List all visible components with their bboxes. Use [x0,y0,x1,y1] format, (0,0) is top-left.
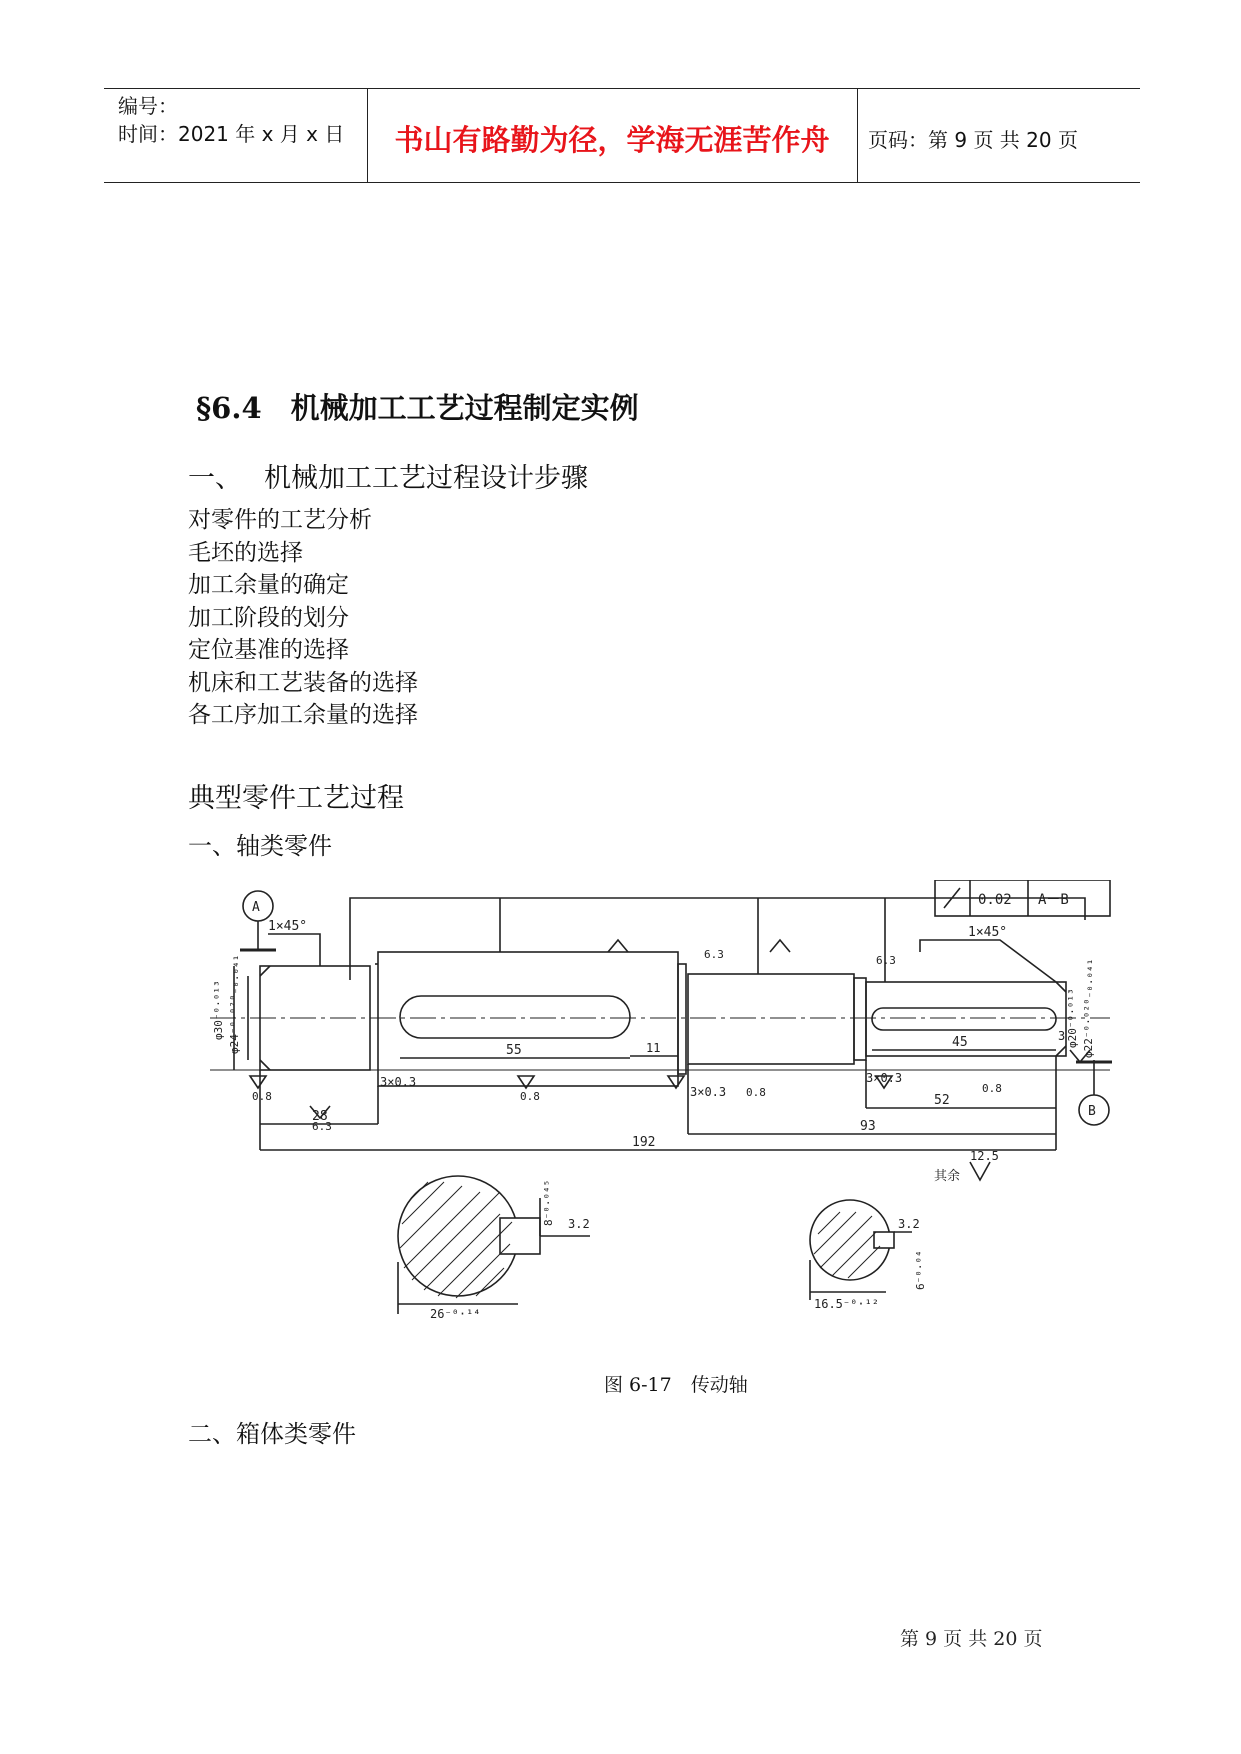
groove-label-1: 3×0.3 [380,1075,417,1089]
header-time-label: 时间：2021 年 x 月 x 日 [118,122,345,146]
key-depth-left: 26⁻⁰·¹⁴ [430,1307,481,1321]
dim-93-label: 93 [860,1119,876,1134]
list-item: 毛坯的选择 [188,539,303,566]
design-steps-heading [188,456,588,495]
shaft-parts-heading: 一、轴类零件 [188,832,332,860]
groove-label-3: 3×0.3 [866,1071,903,1085]
dim-28-label: 28 [312,1109,328,1124]
roughness-08-c: 0.8 [746,1086,766,1099]
box-parts-heading: 二、箱体类零件 [188,1420,356,1448]
dim-11-label: 11 [646,1041,661,1055]
figure-caption: 图 6-17 传动轴 [604,1374,748,1396]
header-top-rule [104,88,1140,89]
dia-right-outer: φ20⁻⁰·⁰¹³ [1066,988,1079,1048]
header-number-label: 编号： [118,94,178,118]
list-item: 机床和工艺装备的选择 [188,669,418,696]
datum-b-label: B [1088,1104,1096,1119]
chamfer-right-label: 1×45° [968,925,1008,940]
dim-52-label: 52 [934,1093,950,1108]
roughness-63-c: 6.3 [312,1120,332,1133]
key-width-left: 8⁻⁰·⁰⁴⁵ [542,1179,555,1226]
tolerance-value: 0.02 [978,892,1012,908]
datum-a-label: A [252,900,260,915]
dim-55-label: 55 [506,1043,522,1058]
dim-45-label: 45 [952,1035,968,1050]
roughness-63-b: 6.3 [876,954,896,967]
header-meta [118,92,344,148]
roughness-63-a: 6.3 [704,948,724,961]
groove-label-2: 3×0.3 [690,1085,727,1099]
design-steps-list [188,504,418,732]
typical-parts-heading: 典型零件工艺过程 [188,783,404,814]
roughness-08-a: 0.8 [252,1090,272,1103]
list-item: 加工阶段的划分 [188,604,349,631]
header-divider-right [857,88,858,182]
design-steps-title: 机械加工工艺过程设计步骤 [264,463,588,494]
roughness-08-d: 0.8 [982,1082,1002,1095]
other-roughness-label: 其余 [934,1169,961,1184]
section-title: §6.4 机械加工工艺过程制定实例 [196,391,639,425]
dia-right-inner: φ22⁻⁰·⁰²⁰₋₀.₀₄₁ [1082,958,1095,1058]
roughness-08-b: 0.8 [520,1090,540,1103]
tolerance-datum: A－B [1038,892,1069,908]
dia-left-outer: φ30⁻⁰·⁰¹³ [212,980,225,1040]
page-footer: 第 9 页 共 20 页 [900,1628,1043,1650]
list-item: 对零件的工艺分析 [188,507,372,533]
list-item: 各工序加工余量的选择 [188,702,418,728]
header-page-label: 页码：第 9 页 共 20 页 [868,128,1078,152]
roughness-32-a: 3.2 [568,1217,590,1231]
dia-left-inner: φ24⁻⁰·⁰²⁰₋₀.₀₄₁ [228,954,241,1054]
list-item: 加工余量的确定 [188,572,349,598]
key-width-right: 6⁻⁰·⁰⁴ [914,1250,927,1290]
design-steps-number: 一、 [188,463,242,494]
roughness-32-b: 3.2 [898,1217,920,1231]
header-motto: 书山有路勤为径，学海无涯苦作舟 [394,123,830,157]
chamfer-left-label: 1×45° [268,919,308,934]
dim-3-label: 3 [1058,1029,1066,1043]
list-item: 定位基准的选择 [188,637,349,663]
dim-192-label: 192 [632,1135,656,1150]
shaft-drawing [200,880,1120,1360]
header-bottom-rule [104,182,1140,183]
other-roughness-value: 12.5 [970,1149,999,1163]
key-depth-right: 16.5⁻⁰·¹² [814,1297,880,1311]
